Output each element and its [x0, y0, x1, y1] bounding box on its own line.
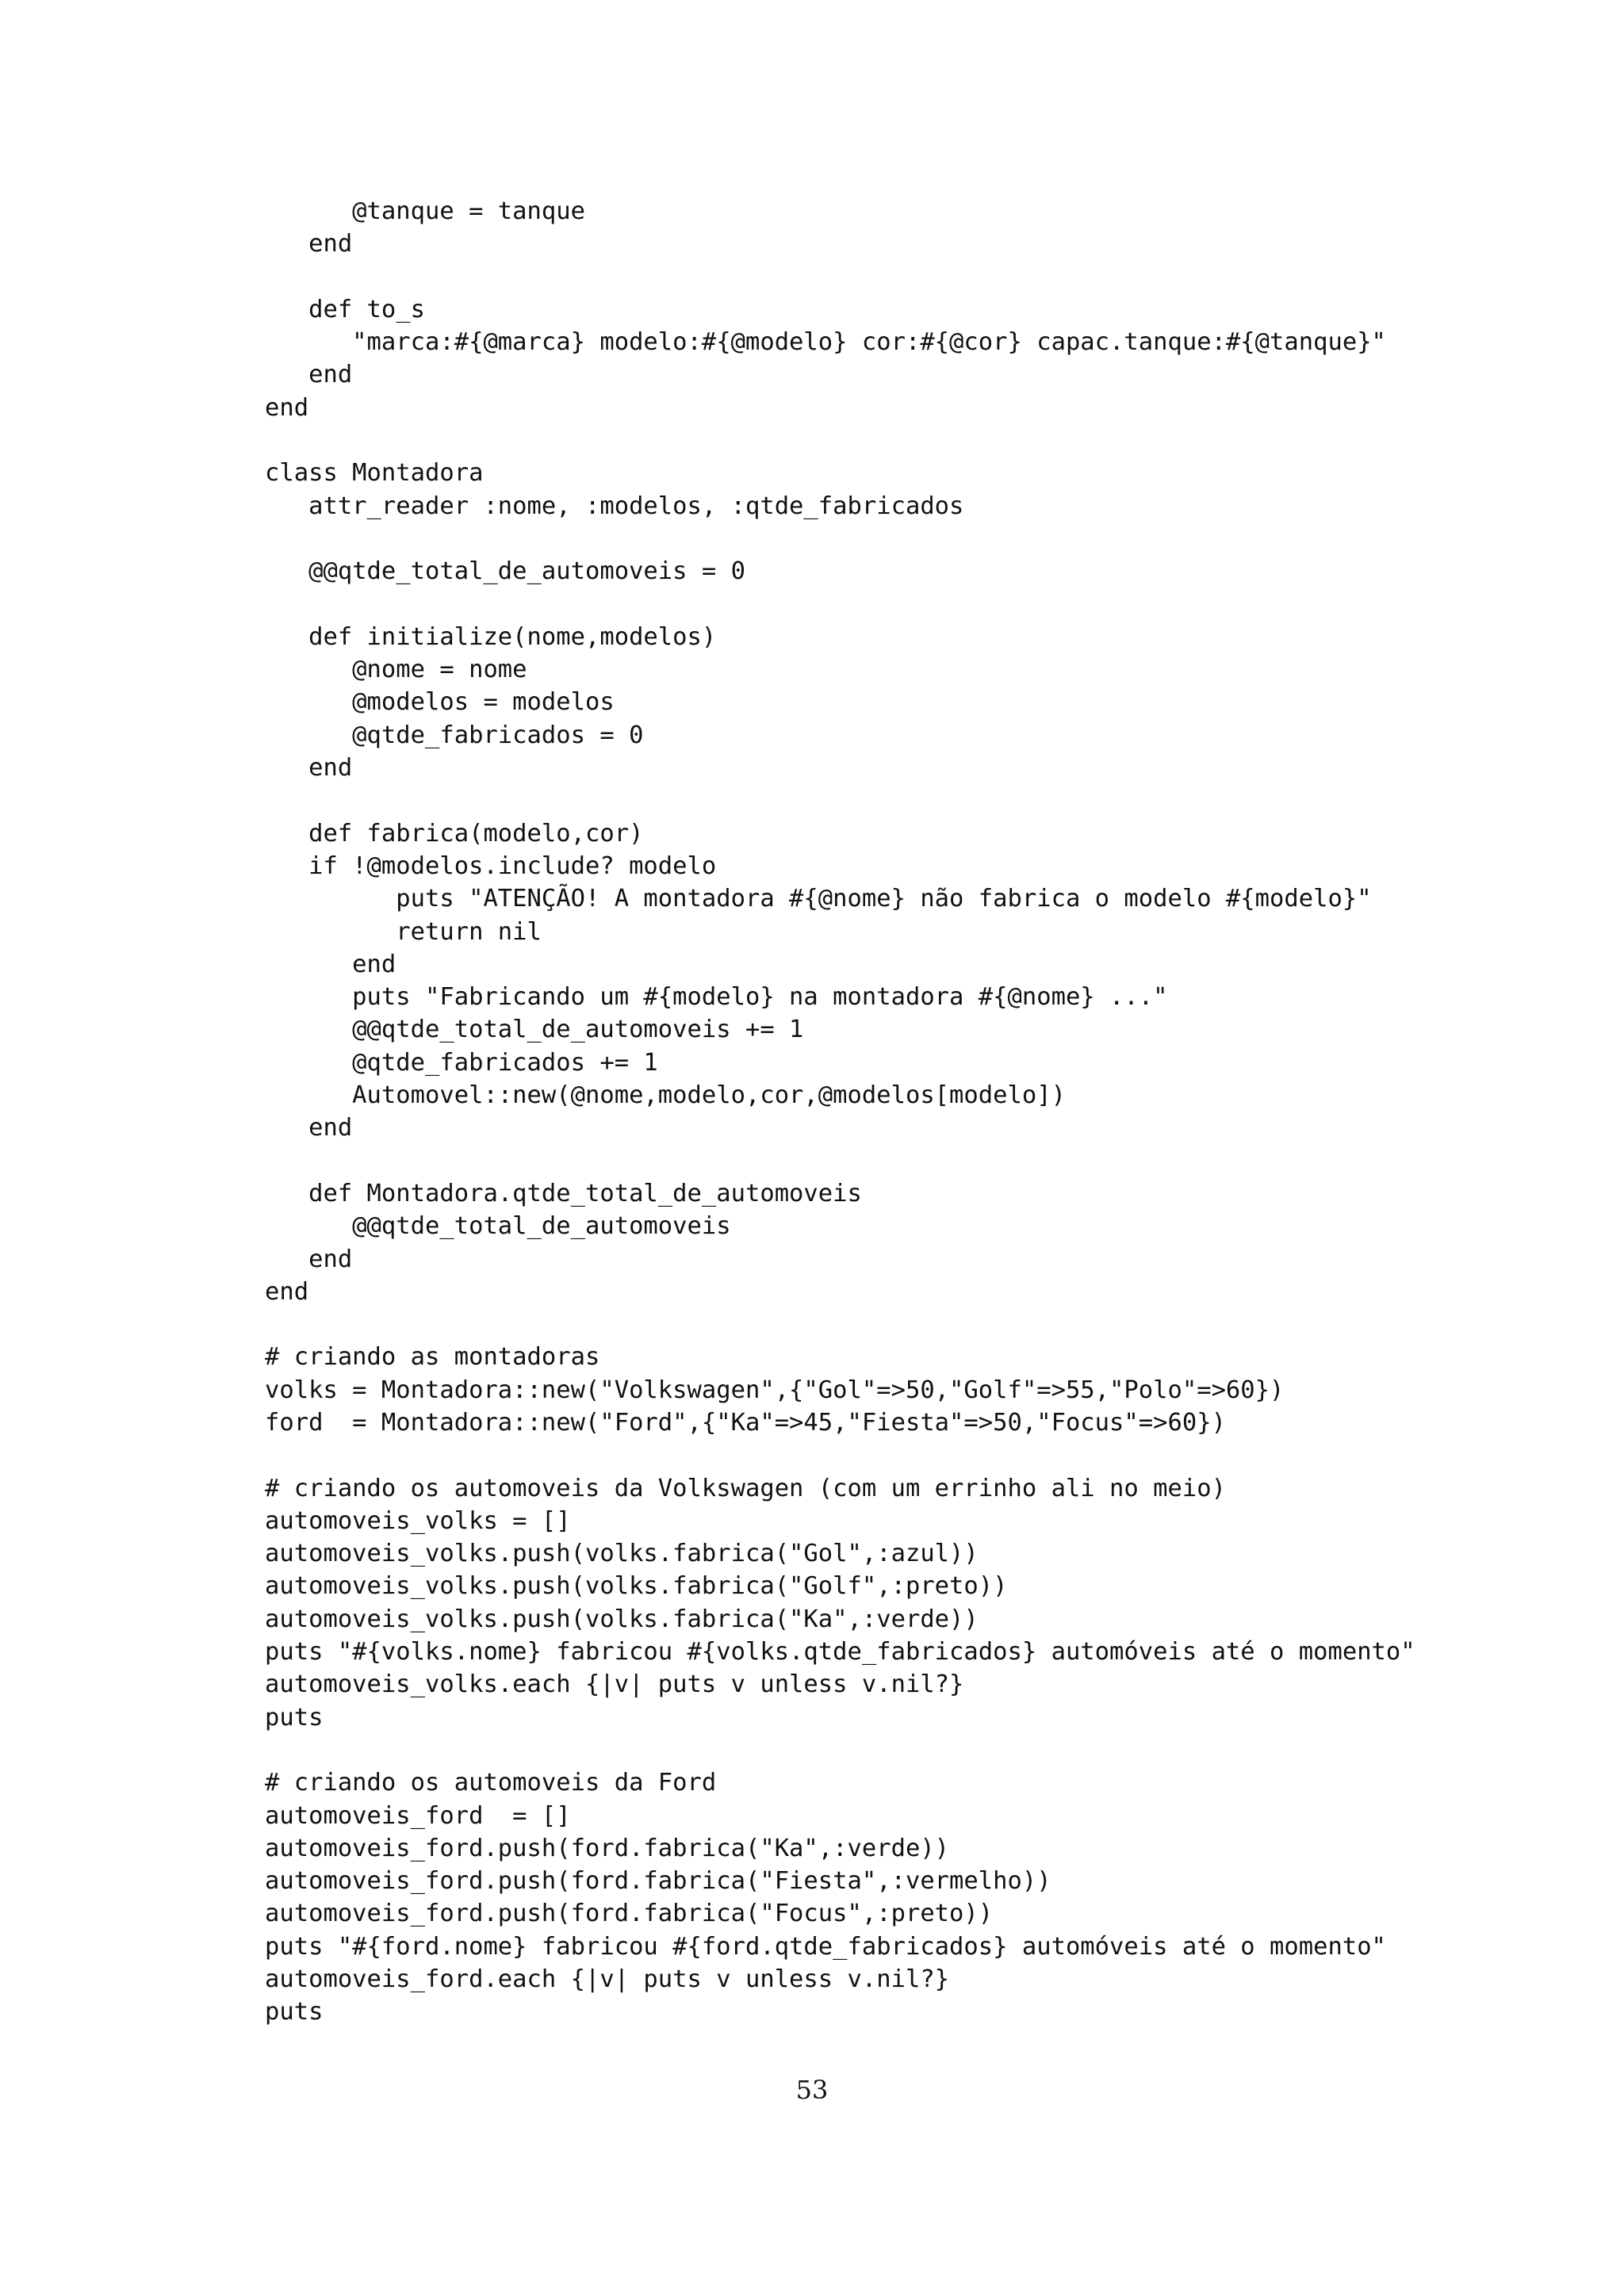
- code-line: "marca:#{@marca} modelo:#{@modelo} cor:#{@cor} capac.tanque:#{@tanque}": [265, 328, 1386, 357]
- code-line: @@qtde_total_de_automoveis: [265, 1212, 731, 1241]
- code-line: puts "#{ford.nome} fabricou #{ford.qtde_fabricados} automóveis até o momento": [265, 1932, 1386, 1961]
- code-line: end: [265, 1245, 353, 1273]
- code-line: return nil: [265, 917, 542, 946]
- code-line: @nome = nome: [265, 656, 527, 684]
- code-line: puts "ATENÇÃO! A montadora #{@nome} não fabrica o modelo #{modelo}": [265, 885, 1372, 913]
- code-line: if !@modelos.include? modelo: [265, 851, 717, 880]
- code-line: class Montadora: [265, 459, 484, 488]
- code-line: @tanque = tanque: [265, 197, 585, 225]
- code-line: [265, 588, 1415, 621]
- code-line: @@qtde_total_de_automoveis += 1: [265, 1016, 804, 1044]
- code-line: automoveis_volks.push(volks.fabrica("Gol",:azul)): [265, 1540, 979, 1568]
- code-line: [265, 424, 1415, 457]
- code-line: def fabrica(modelo,cor): [265, 819, 644, 848]
- code-line: [265, 522, 1415, 555]
- code-line: automoveis_ford.push(ford.fabrica("Fiesta",:vermelho)): [265, 1867, 1051, 1896]
- code-line: automoveis_ford.each {|v| puts v unless v.nil?}: [265, 1965, 950, 1994]
- code-line: def Montadora.qtde_total_de_automoveis: [265, 1179, 862, 1207]
- page-number: 53: [795, 2075, 829, 2105]
- code-line: puts "Fabricando um #{modelo} na montadora #{@nome} ...": [265, 983, 1168, 1012]
- code-line: end: [265, 393, 309, 422]
- code-line: [265, 1145, 1415, 1177]
- code-line: automoveis_volks.push(volks.fabrica("Ka",:verde)): [265, 1605, 979, 1633]
- code-line: attr_reader :nome, :modelos, :qtde_fabricados: [265, 492, 964, 520]
- code-listing: [265, 195, 1415, 2029]
- code-line: # criando as montadoras: [265, 1343, 600, 1372]
- code-line: automoveis_volks.each {|v| puts v unless v.nil?}: [265, 1670, 964, 1699]
- code-line: @@qtde_total_de_automoveis = 0: [265, 557, 745, 586]
- code-line: [265, 784, 1415, 817]
- code-line: puts: [265, 1998, 324, 2026]
- code-line: @qtde_fabricados = 0: [265, 721, 644, 749]
- code-line: [265, 1439, 1415, 1471]
- code-line: [265, 1308, 1415, 1341]
- code-line: puts "#{volks.nome} fabricou #{volks.qtde_fabricados} automóveis até o momento": [265, 1638, 1415, 1667]
- code-line: puts: [265, 1703, 324, 1732]
- code-line: def initialize(nome,modelos): [265, 622, 717, 651]
- code-line: @modelos = modelos: [265, 688, 615, 717]
- code-line: automoveis_ford.push(ford.fabrica("Ka",:verde)): [265, 1834, 950, 1862]
- code-line: [265, 1734, 1415, 1766]
- code-line: automoveis_volks = []: [265, 1506, 571, 1535]
- code-line: end: [265, 754, 353, 783]
- code-line: end: [265, 950, 396, 978]
- code-line: end: [265, 1277, 309, 1306]
- code-line: Automovel::new(@nome,modelo,cor,@modelos[modelo]): [265, 1081, 1066, 1110]
- code-line: automoveis_volks.push(volks.fabrica("Golf",:preto)): [265, 1572, 1008, 1601]
- code-line: automoveis_ford.push(ford.fabrica("Focus",:preto)): [265, 1900, 994, 1928]
- code-line: end: [265, 361, 353, 389]
- code-line: @qtde_fabricados += 1: [265, 1048, 658, 1077]
- code-line: automoveis_ford = []: [265, 1801, 571, 1830]
- code-line: end: [265, 1114, 353, 1142]
- code-line: def to_s: [265, 295, 425, 323]
- code-line: end: [265, 230, 353, 258]
- code-line: ford = Montadora::new("Ford",{"Ka"=>45,"Fiesta"=>50,"Focus"=>60}): [265, 1408, 1226, 1437]
- code-line: # criando os automoveis da Ford: [265, 1769, 717, 1797]
- code-line: # criando os automoveis da Volkswagen (com um errinho ali no meio): [265, 1474, 1226, 1502]
- code-line: volks = Montadora::new("Volkswagen",{"Gol"=>50,"Golf"=>55,"Polo"=>60}): [265, 1376, 1285, 1404]
- code-line: [265, 261, 1415, 293]
